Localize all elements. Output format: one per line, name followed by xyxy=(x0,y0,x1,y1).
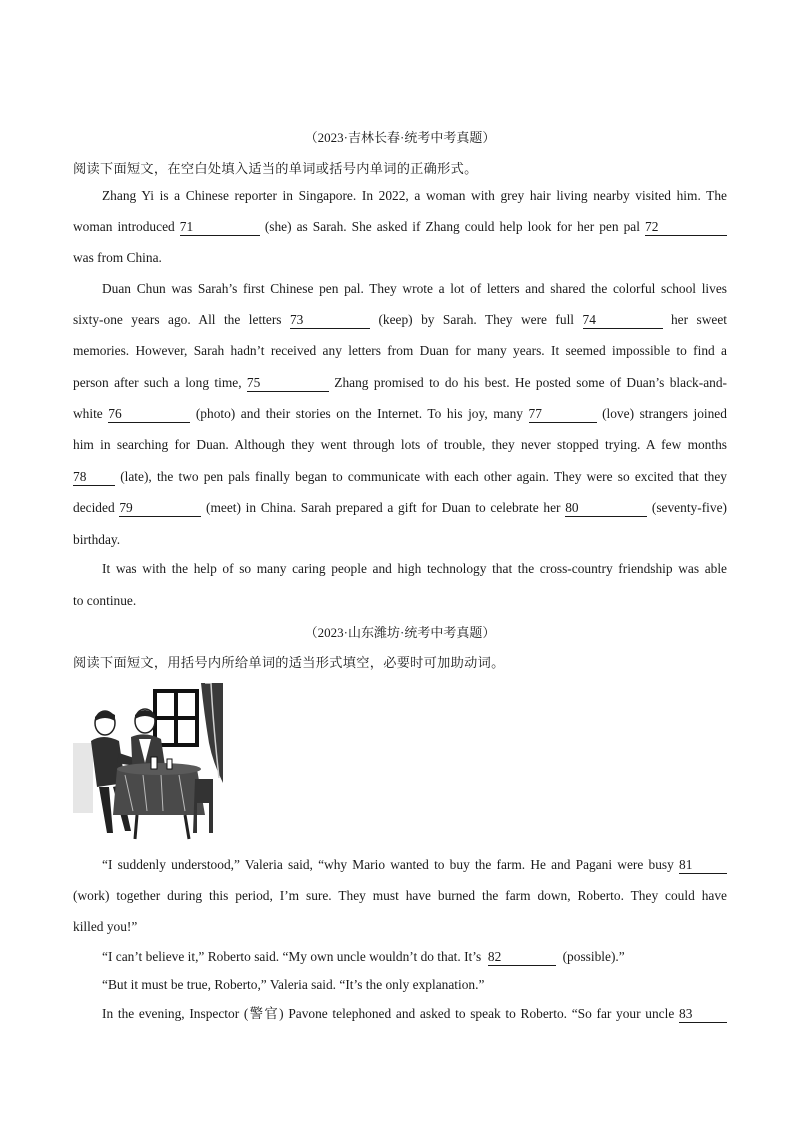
text-line xyxy=(73,218,727,236)
instruction-1: 阅读下面短文，在空白处填入适当的单词或括号内单词的正确形式。 xyxy=(73,161,478,176)
text-line xyxy=(102,1005,727,1023)
text-segment: person after such a long time, xyxy=(73,375,242,390)
blank-77[interactable]: 77 xyxy=(529,407,597,423)
text-segment: (photo) and their stories on the Internet. To his joy, many xyxy=(195,406,523,421)
text-line: It was with the help of so many caring people and high technology that the cross-country friendship was able xyxy=(102,561,727,576)
blank-81[interactable]: 81 xyxy=(679,858,727,874)
text-segment: (possible).” xyxy=(562,949,625,964)
blank-73[interactable]: 73 xyxy=(290,313,370,329)
text-line xyxy=(102,948,727,966)
text-segment: (love) strangers joined xyxy=(602,406,727,421)
text-line: “But it must be true, Roberto,” Valeria said. “It’s the only explanation.” xyxy=(102,977,485,992)
source-label-1: （2023·吉林长春·统考中考真题） xyxy=(304,130,496,145)
text-line: him in searching for Duan. Although they went through lots of trouble, they never stopped trying. A few months xyxy=(73,437,727,452)
text-line: Duan Chun was Sarah’s first Chinese pen pal. They wrote a lot of letters and shared the colorful school lives xyxy=(102,281,727,296)
text-segment: woman introduced xyxy=(73,219,175,234)
text-segment: Zhang promised to do his best. He posted some of Duan’s black-and- xyxy=(334,375,727,390)
blank-72[interactable]: 72 xyxy=(645,220,727,236)
blank-83[interactable]: 83 xyxy=(679,1007,727,1023)
text-segment: (she) as Sarah. She asked if Zhang could help look for her pen pal xyxy=(264,219,640,234)
blank-79[interactable]: 79 xyxy=(119,501,201,517)
blank-74[interactable]: 74 xyxy=(583,313,663,329)
text-line xyxy=(73,468,727,486)
text-segment: “I suddenly understood,” Valeria said, “why Mario wanted to buy the farm. He and Pagani were busy xyxy=(102,857,674,872)
text-line xyxy=(73,374,727,392)
text-segment: (late), the two pen pals finally began to communicate with each other again. They were so excited that they xyxy=(120,469,727,484)
text-line: (work) together during this period, I’m sure. They must have burned the farm down, Roberto. They could have xyxy=(73,888,727,903)
text-line: killed you!” xyxy=(73,919,138,934)
blank-80[interactable]: 80 xyxy=(565,501,647,517)
text-segment: sixty-one years ago. All the letters xyxy=(73,312,282,327)
text-segment: “I can’t believe it,” Roberto said. “My own uncle wouldn’t do that. It’s xyxy=(102,949,482,964)
text-segment: white xyxy=(73,406,103,421)
text-line: to continue. xyxy=(73,593,137,608)
text-line: Zhang Yi is a Chinese reporter in Singapore. In 2022, a woman with grey hair living nearby visited him. The xyxy=(102,188,727,203)
text-line: birthday. xyxy=(73,532,121,547)
text-line xyxy=(73,405,727,423)
text-segment: (meet) in China. Sarah prepared a gift for Duan to celebrate her xyxy=(206,500,561,515)
illustration-svg xyxy=(73,683,223,841)
text-segment: (seventy-five) xyxy=(651,500,727,515)
blank-82[interactable]: 82 xyxy=(488,950,556,966)
text-segment: her sweet xyxy=(670,312,728,327)
text-line xyxy=(73,499,727,517)
text-segment: decided xyxy=(73,500,115,515)
blank-78[interactable]: 78 xyxy=(73,470,115,486)
illustration-two-men-at-table xyxy=(73,683,223,841)
blank-76[interactable]: 76 xyxy=(108,407,190,423)
text-line xyxy=(73,311,727,329)
instruction-2: 阅读下面短文，用括号内所给单词的适当形式填空，必要时可加助动词。 xyxy=(73,655,505,670)
text-segment: In the evening, Inspector (警官) Pavone telephoned and asked to speak to Roberto. “So far your uncle xyxy=(102,1006,675,1021)
blank-71[interactable]: 71 xyxy=(180,220,260,236)
source-label-2: （2023·山东潍坊·统考中考真题） xyxy=(304,625,496,640)
text-line xyxy=(102,856,727,874)
text-segment: (keep) by Sarah. They were full xyxy=(378,312,575,327)
blank-75[interactable]: 75 xyxy=(247,376,329,392)
text-line: memories. However, Sarah hadn’t received any letters from Duan for many years. It seemed impossible to find a xyxy=(73,343,727,358)
text-line: was from China. xyxy=(73,250,162,265)
